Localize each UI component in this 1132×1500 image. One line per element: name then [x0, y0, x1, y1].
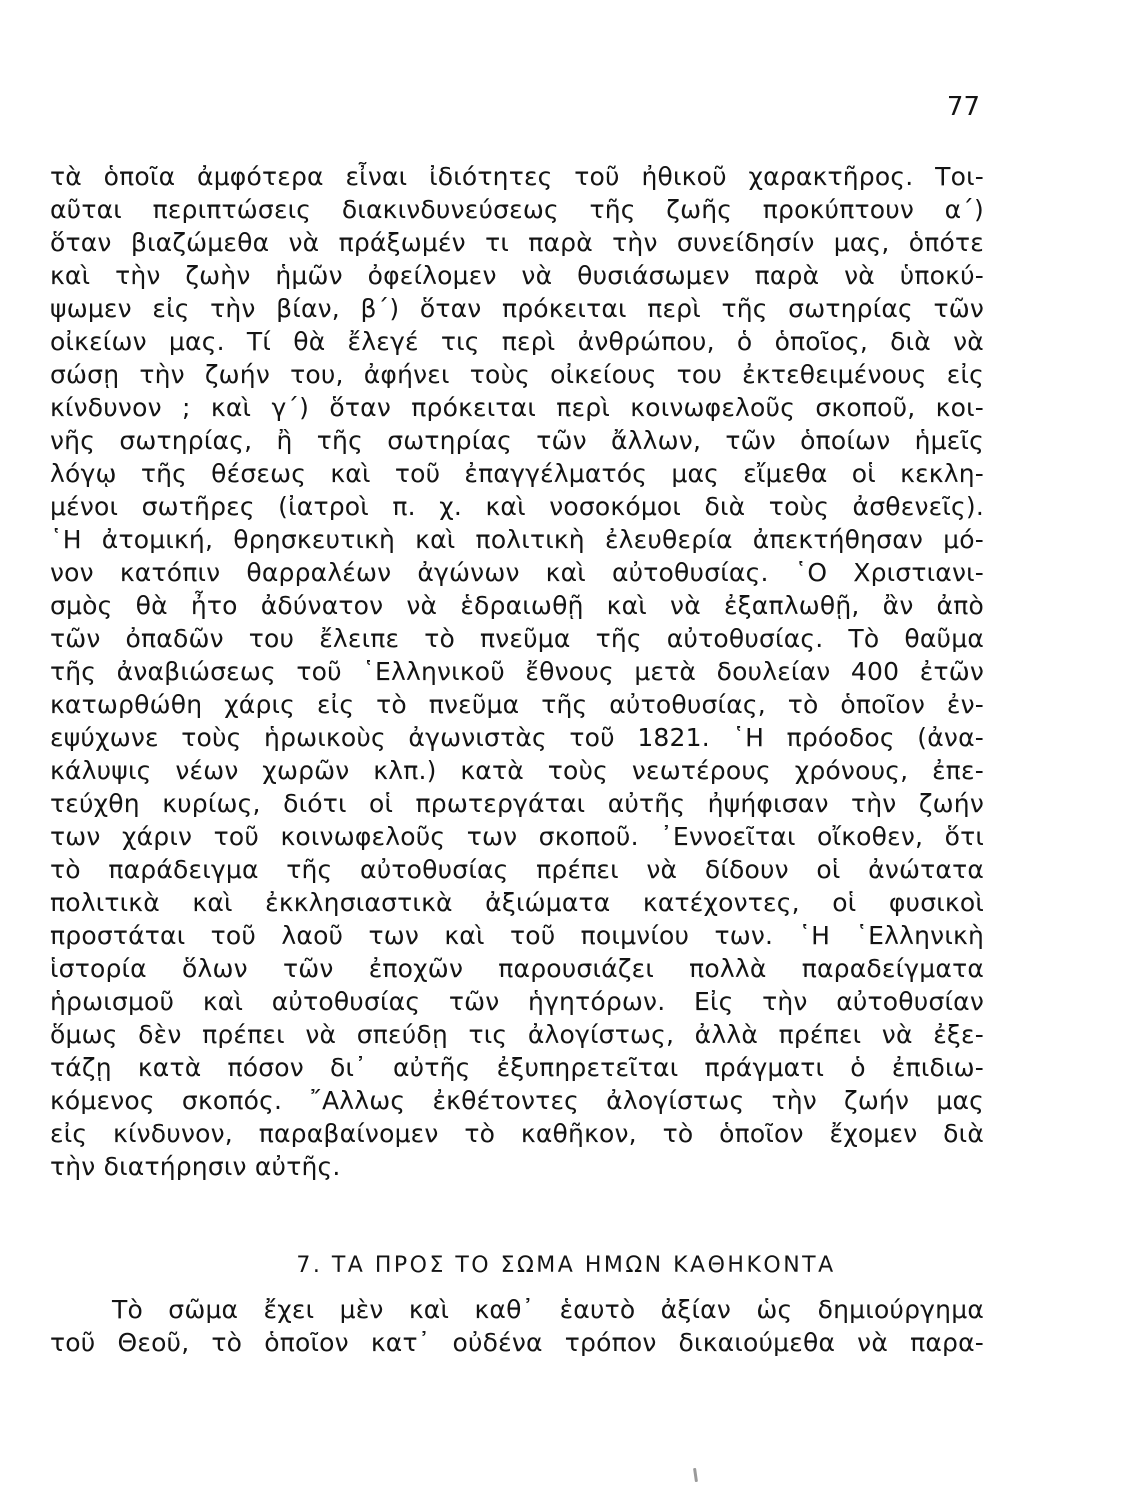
text-line: κόμενος σκοπός. ῎Αλλως ἐκθέτοντες ἀλογίστως τὴν ζωήν μας: [50, 1086, 984, 1115]
text-line: τὴν διατήρησιν αὐτῆς.: [50, 1152, 341, 1181]
text-line: σμὸς θὰ ἦτο ἀδύνατον νὰ ἑδραιωθῇ καὶ νὰ ἐξαπλωθῇ, ἂν ἀπὸ: [50, 591, 984, 620]
text-line: προστάται τοῦ λαοῦ των καὶ τοῦ ποιμνίου των. ῾Η ῾Ελληνικὴ: [50, 921, 984, 950]
text-line: εψύχωνε τοὺς ἡρωικοὺς ἀγωνιστὰς τοῦ 1821. ῾Η πρόοδος (ἀνα-: [50, 723, 984, 752]
text-line: τοῦ Θεοῦ, τὸ ὁποῖον κατ᾿ οὐδένα τρόπον δικαιούμεθα νὰ παρα-: [50, 1328, 984, 1357]
text-line: νον κατόπιν θαρραλέων ἀγώνων καὶ αὐτοθυσίας. ῾Ο Χριστιανι-: [50, 558, 984, 587]
text-line: ἡρωισμοῦ καὶ αὐτοθυσίας τῶν ἡγητόρων. Εἰς τὴν αὐτοθυσίαν: [50, 987, 984, 1016]
text-line: κάλυψις νέων χωρῶν κλπ.) κατὰ τοὺς νεωτέρους χρόνους, ἐπε-: [50, 756, 984, 785]
text-line: πολιτικὰ καὶ ἐκκλησιαστικὰ ἀξιώματα κατέχοντες, οἱ φυσικοὶ: [50, 888, 984, 917]
text-line: τάζῃ κατὰ πόσον δι᾿ αὐτῆς ἐξυπηρετεῖται πράγματι ὁ ἐπιδιω-: [50, 1053, 984, 1082]
text-line: τὰ ὁποῖα ἀμφότερα εἶναι ἰδιότητες τοῦ ἠθικοῦ χαρακτῆρος. Τοι-: [50, 162, 984, 191]
text-line: καὶ τὴν ζωὴν ἡμῶν ὀφείλομεν νὰ θυσιάσωμεν παρὰ νὰ ὑποκύ-: [50, 261, 984, 290]
text-line: αῦται περιπτώσεις διακινδυνεύσεως τῆς ζωῆς προκύπτουν α΄): [50, 195, 984, 224]
text-line: Τὸ σῶμα ἔχει μὲν καὶ καθ᾿ ἑαυτὸ ἀξίαν ὡς δημιούργημα: [112, 1295, 984, 1324]
section-heading: 7. ΤΑ ΠΡΟΣ ΤΟ ΣΩΜΑ ΗΜΩΝ ΚΑΘΗΚΟΝΤΑ: [296, 1253, 836, 1278]
text-line: ἱστορία ὅλων τῶν ἐποχῶν παρουσιάζει πολλὰ παραδείγματα: [50, 954, 984, 983]
text-line: νῆς σωτηρίας, ἢ τῆς σωτηρίας τῶν ἄλλων, τῶν ὁποίων ἡμεῖς: [50, 426, 984, 455]
text-line: τεύχθη κυρίως, διότι οἱ πρωτεργάται αὐτῆς ἠψήφισαν τὴν ζωήν: [50, 789, 984, 818]
text-line: ὅταν βιαζώμεθα νὰ πράξωμέν τι παρὰ τὴν συνείδησίν μας, ὁπότε: [50, 228, 984, 257]
text-line: οἰκείων μας. Τί θὰ ἔλεγέ τις περὶ ἀνθρώπου, ὁ ὁποῖος, διὰ νὰ: [50, 327, 984, 356]
text-line: των χάριν τοῦ κοινωφελοῦς των σκοποῦ. ᾿Εννοεῖται οἴκοθεν, ὅτι: [50, 822, 984, 851]
text-line: σώσῃ τὴν ζωήν του, ἀφήνει τοὺς οἰκείους του ἐκτεθειμένους εἰς: [50, 360, 984, 389]
text-line: ὅμως δὲν πρέπει νὰ σπεύδῃ τις ἀλογίστως, ἀλλὰ πρέπει νὰ ἐξε-: [50, 1020, 984, 1049]
text-line: εἰς κίνδυνον, παραβαίνομεν τὸ καθῆκον, τὸ ὁποῖον ἔχομεν διὰ: [50, 1119, 984, 1148]
text-line: ῾Η ἀτομική, θρησκευτικὴ καὶ πολιτικὴ ἐλευθερία ἀπεκτήθησαν μό-: [50, 525, 984, 554]
text-line: τῶν ὀπαδῶν του ἔλειπε τὸ πνεῦμα τῆς αὐτοθυσίας. Τὸ θαῦμα: [50, 624, 984, 653]
text-line: τὸ παράδειγμα τῆς αὐτοθυσίας πρέπει νὰ δίδουν οἱ ἀνώτατα: [50, 855, 984, 884]
text-line: τῆς ἀναβιώσεως τοῦ ῾Ελληνικοῦ ἔθνους μετὰ δουλείαν 400 ἐτῶν: [50, 657, 984, 686]
text-line: μένοι σωτῆρες (ἰατροὶ π. χ. καὶ νοσοκόμοι διὰ τοὺς ἀσθενεῖς).: [50, 492, 984, 521]
text-line: ψωμεν εἰς τὴν βίαν, β΄) ὅταν πρόκειται περὶ τῆς σωτηρίας τῶν: [50, 294, 984, 323]
text-line: λόγῳ τῆς θέσεως καὶ τοῦ ἐπαγγέλματός μας εἴμεθα οἱ κεκλη-: [50, 459, 984, 488]
page-number: 77: [946, 92, 980, 122]
text-line: κίνδυνον ; καὶ γ΄) ὅταν πρόκειται περὶ κοινωφελοῦς σκοποῦ, κοι-: [50, 393, 984, 422]
text-line: κατωρθώθη χάρις εἰς τὸ πνεῦμα τῆς αὐτοθυσίας, τὸ ὁποῖον ἐν-: [50, 690, 984, 719]
scan-mark: [693, 1468, 698, 1482]
